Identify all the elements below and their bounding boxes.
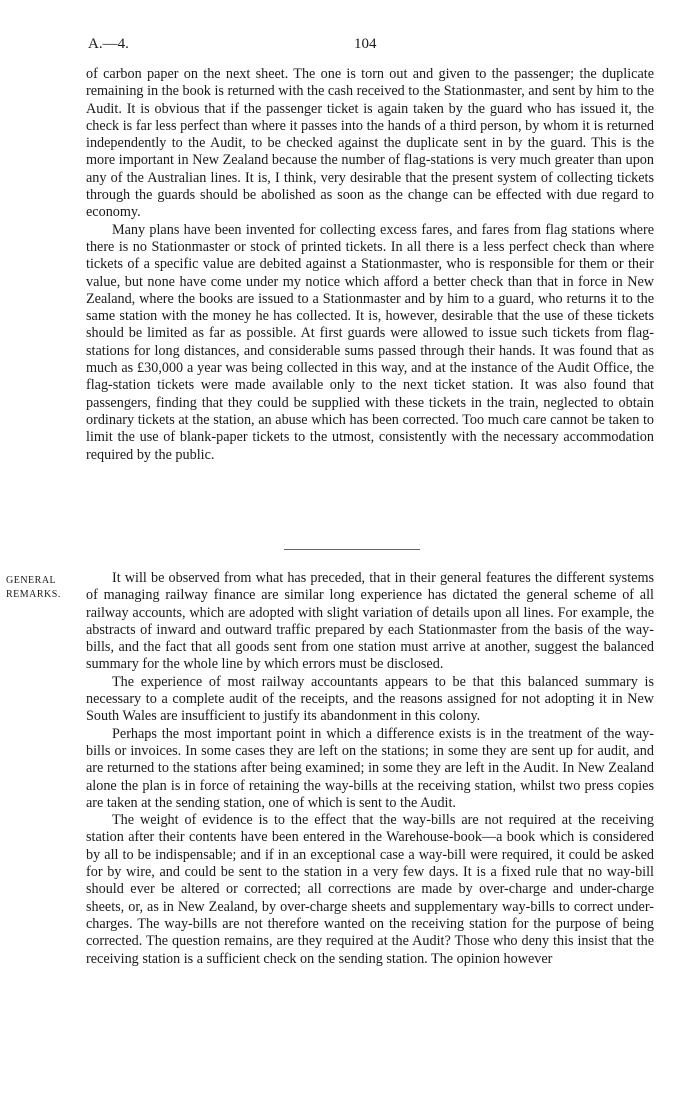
page-header bbox=[88, 36, 654, 58]
margin-note-line: GENERAL bbox=[6, 575, 57, 586]
paragraph-way-bills-treatment: Perhaps the most important point in which a difference exists is in the treatment of the way-bills or invoices. In some cases they are left on the stations; in some they are sent up for audit, and are returned to the stations after being examined; in some they are left in the Audit. In New Zealand alone the plan is in force of retaining the way-bills at the receiving station, whilst two press copies are taken at the sending station, one of which is sent to the Audit. bbox=[86, 725, 654, 811]
document-reference: A.—4. bbox=[88, 36, 129, 52]
section-divider bbox=[284, 549, 420, 550]
paragraph-general-features: It will be observed from what has preceded, that in their general features the different systems of managing railway finance are similar long experience has dictated the general scheme of all railway accounts, which are adopted with slight variation of details upon all lines. For example, the abstracts of inward and outward traffic prepared by each Stationmaster from the basis of the way-bills, and the fact that all goods sent from one station must arrive at another, suggest the balanced summary for the whole line by which errors must be disclosed. bbox=[86, 570, 654, 673]
text-block-collecting-tickets bbox=[86, 66, 654, 464]
margin-note-general-remarks bbox=[6, 574, 78, 602]
paragraph-carbon-paper: of carbon paper on the next sheet. The one is torn out and given to the passenger; the duplicate remaining in the book is returned with the cash received to the Stationmaster, and sent by him to the Audit. It is obvious that if the passenger ticket is again taken by the guard who has issued it, the check is far less perfect than where it passes into the hands of a third person, by whom it is returned independently to the Audit, to be checked against the duplicate sent in by the guard. This is the more important in New Zealand because the number of flag-stations is very much greater than upon any of the Australian lines. It is, I think, very desirable that the present system of collecting tickets through the guards should be abolished as soon as the change can be effected with due regard to economy. bbox=[86, 66, 654, 221]
text-block-general-remarks bbox=[86, 570, 654, 968]
margin-note-line: REMARKS. bbox=[6, 589, 61, 600]
paragraph-weight-of-evidence: The weight of evidence is to the effect that the way-bills are not required at the receiving station after their contents have been entered in the Warehouse-book—a book which is considered by all to be indispensable; and if in an exceptional case a way-bill were required, it could be asked for by wire, and could be sent to the station in a very few days. It is a fixed rule that no way-bill should ever be altered or corrected; all corrections are made by over-charge and under-charge sheets, or, as in New Zealand, by over-charge sheets and supplementary way-bills to correct under-charges. The way-bills are not therefore wanted on the receiving station for the purpose of being corrected. The question remains, are they required at the Audit? Those who deny this insist that the receiving station is a sufficient check on the sending station. The opinion however bbox=[86, 812, 654, 967]
paragraph-balanced-summary: The experience of most railway accountants appears to be that this balanced summary is necessary to a complete audit of the receipts, and the reasons assigned for not adopting it in New South Wales are insufficient to justify its abandonment in this colony. bbox=[86, 673, 654, 725]
paragraph-excess-fares: Many plans have been invented for collecting excess fares, and fares from flag stations where there is no Stationmaster or stock of printed tickets. In all there is a less perfect check than where tickets of a specific value are debited against a Stationmaster, who is responsible for them or their value, but none have come under my notice which afford a better check than that in force in New Zealand, where the books are issued to a Stationmaster and by him to a guard, who returns it to the same station with the money he has collected. It is, however, desirable that the use of these tickets should be limited as far as possible. At first guards were allowed to issue such tickets from flag-stations for long distances, and considerable sums passed through their hands. It was found that as much as £30,000 a year was being collected in this way, and at the instance of the Audit Office, the flag-station tickets were made available only to the next ticket station. It was also found that passengers, finding that they could be supplied with these tickets in the train, neglected to obtain ordinary tickets at the station, an abuse which has been corrected. Too much care cannot be taken to limit the use of blank-paper tickets to the utmost, consistently with the necessary accommodation required by the public. bbox=[86, 221, 654, 463]
page-number: 104 bbox=[354, 36, 377, 52]
